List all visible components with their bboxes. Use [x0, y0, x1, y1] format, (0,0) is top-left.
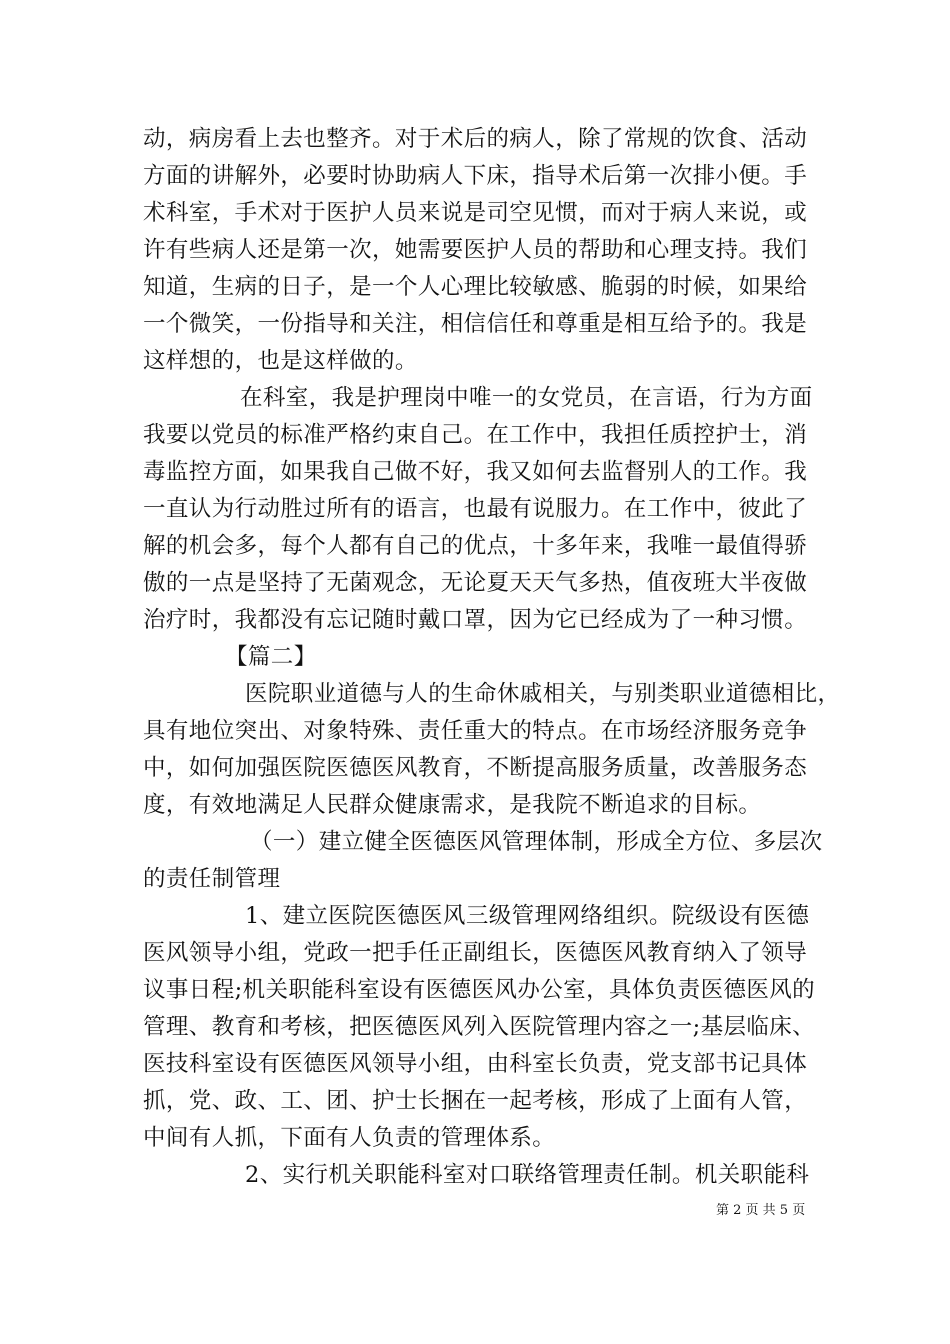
section-heading: 【篇二】 [225, 644, 317, 670]
paragraph-first-line: 1、建立医院医德医风三级管理网络组织。院级设有医德 [245, 903, 810, 929]
paragraph-first-line: 医院职业道德与人的生命休戚相关，与别类职业道德相比， [245, 681, 841, 707]
body-line: 医风领导小组，党政一把手任正副组长，医德医风教育纳入了领导 [143, 940, 808, 966]
body-line: 具有地位突出、对象特殊、责任重大的特点。在市场经济服务竞争 [143, 718, 808, 744]
body-line: 动，病房看上去也整齐。对于术后的病人，除了常规的饮食、活动 [143, 126, 808, 152]
body-line: 抓，党、政、工、团、护士长捆在一起考核，形成了上面有人管， [143, 1088, 808, 1114]
body-line: 一直认为行动胜过所有的语言，也最有说服力。在工作中，彼此了 [143, 496, 808, 522]
body-line: 术科室，手术对于医护人员来说是司空见惯，而对于病人来说，或 [143, 200, 808, 226]
paragraph-first-line: 2、实行机关职能科室对口联络管理责任制。机关职能科 [245, 1162, 810, 1188]
body-line: 我要以党员的标准严格约束自己。在工作中，我担任质控护士，消 [143, 422, 808, 448]
body-line: 治疗时，我都没有忘记随时戴口罩，因为它已经成为了一种习惯。 [143, 607, 808, 633]
body-line: 毒监控方面，如果我自己做不好，我又如何去监督别人的工作。我 [143, 459, 808, 485]
page-number: 第 2 页 共 5 页 [716, 1203, 806, 1218]
body-line: 知道，生病的日子，是一个人心理比较敏感、脆弱的时候，如果给 [143, 274, 808, 300]
body-line: 医技科室设有医德医风领导小组，由科室长负责，党支部书记具体 [143, 1051, 808, 1077]
body-line: 方面的讲解外，必要时协助病人下床，指导术后第一次排小便。手 [143, 163, 808, 189]
body-line: 许有些病人还是第一次，她需要医护人员的帮助和心理支持。我们 [143, 237, 808, 263]
subheading-line: 的责任制管理 [143, 866, 281, 892]
body-line: 度，有效地满足人民群众健康需求，是我院不断追求的目标。 [143, 792, 762, 818]
body-line: 一个微笑，一份指导和关注，相信信任和尊重是相互给予的。我是 [143, 311, 808, 337]
paragraph-first-line: 在科室，我是护理岗中唯一的女党员，在言语，行为方面 [240, 385, 813, 411]
body-line: 中，如何加强医院医德医风教育，不断提高服务质量，改善服务态 [143, 755, 808, 781]
body-line: 这样想的，也是这样做的。 [143, 348, 418, 374]
body-line: 中间有人抓，下面有人负责的管理体系。 [143, 1125, 556, 1151]
body-line: 傲的一点是坚持了无菌观念，无论夏天天气多热，值夜班大半夜做 [143, 570, 808, 596]
subheading-first-line: （一）建立健全医德医风管理体制，形成全方位、多层次 [250, 829, 823, 855]
body-line: 管理、教育和考核，把医德医风列入医院管理内容之一;基层临床、 [143, 1014, 816, 1040]
body-line: 解的机会多，每个人都有自己的优点，十多年来，我唯一最值得骄 [143, 533, 808, 559]
body-line: 议事日程;机关职能科室设有医德医风办公室，具体负责医德医风的 [143, 977, 816, 1003]
